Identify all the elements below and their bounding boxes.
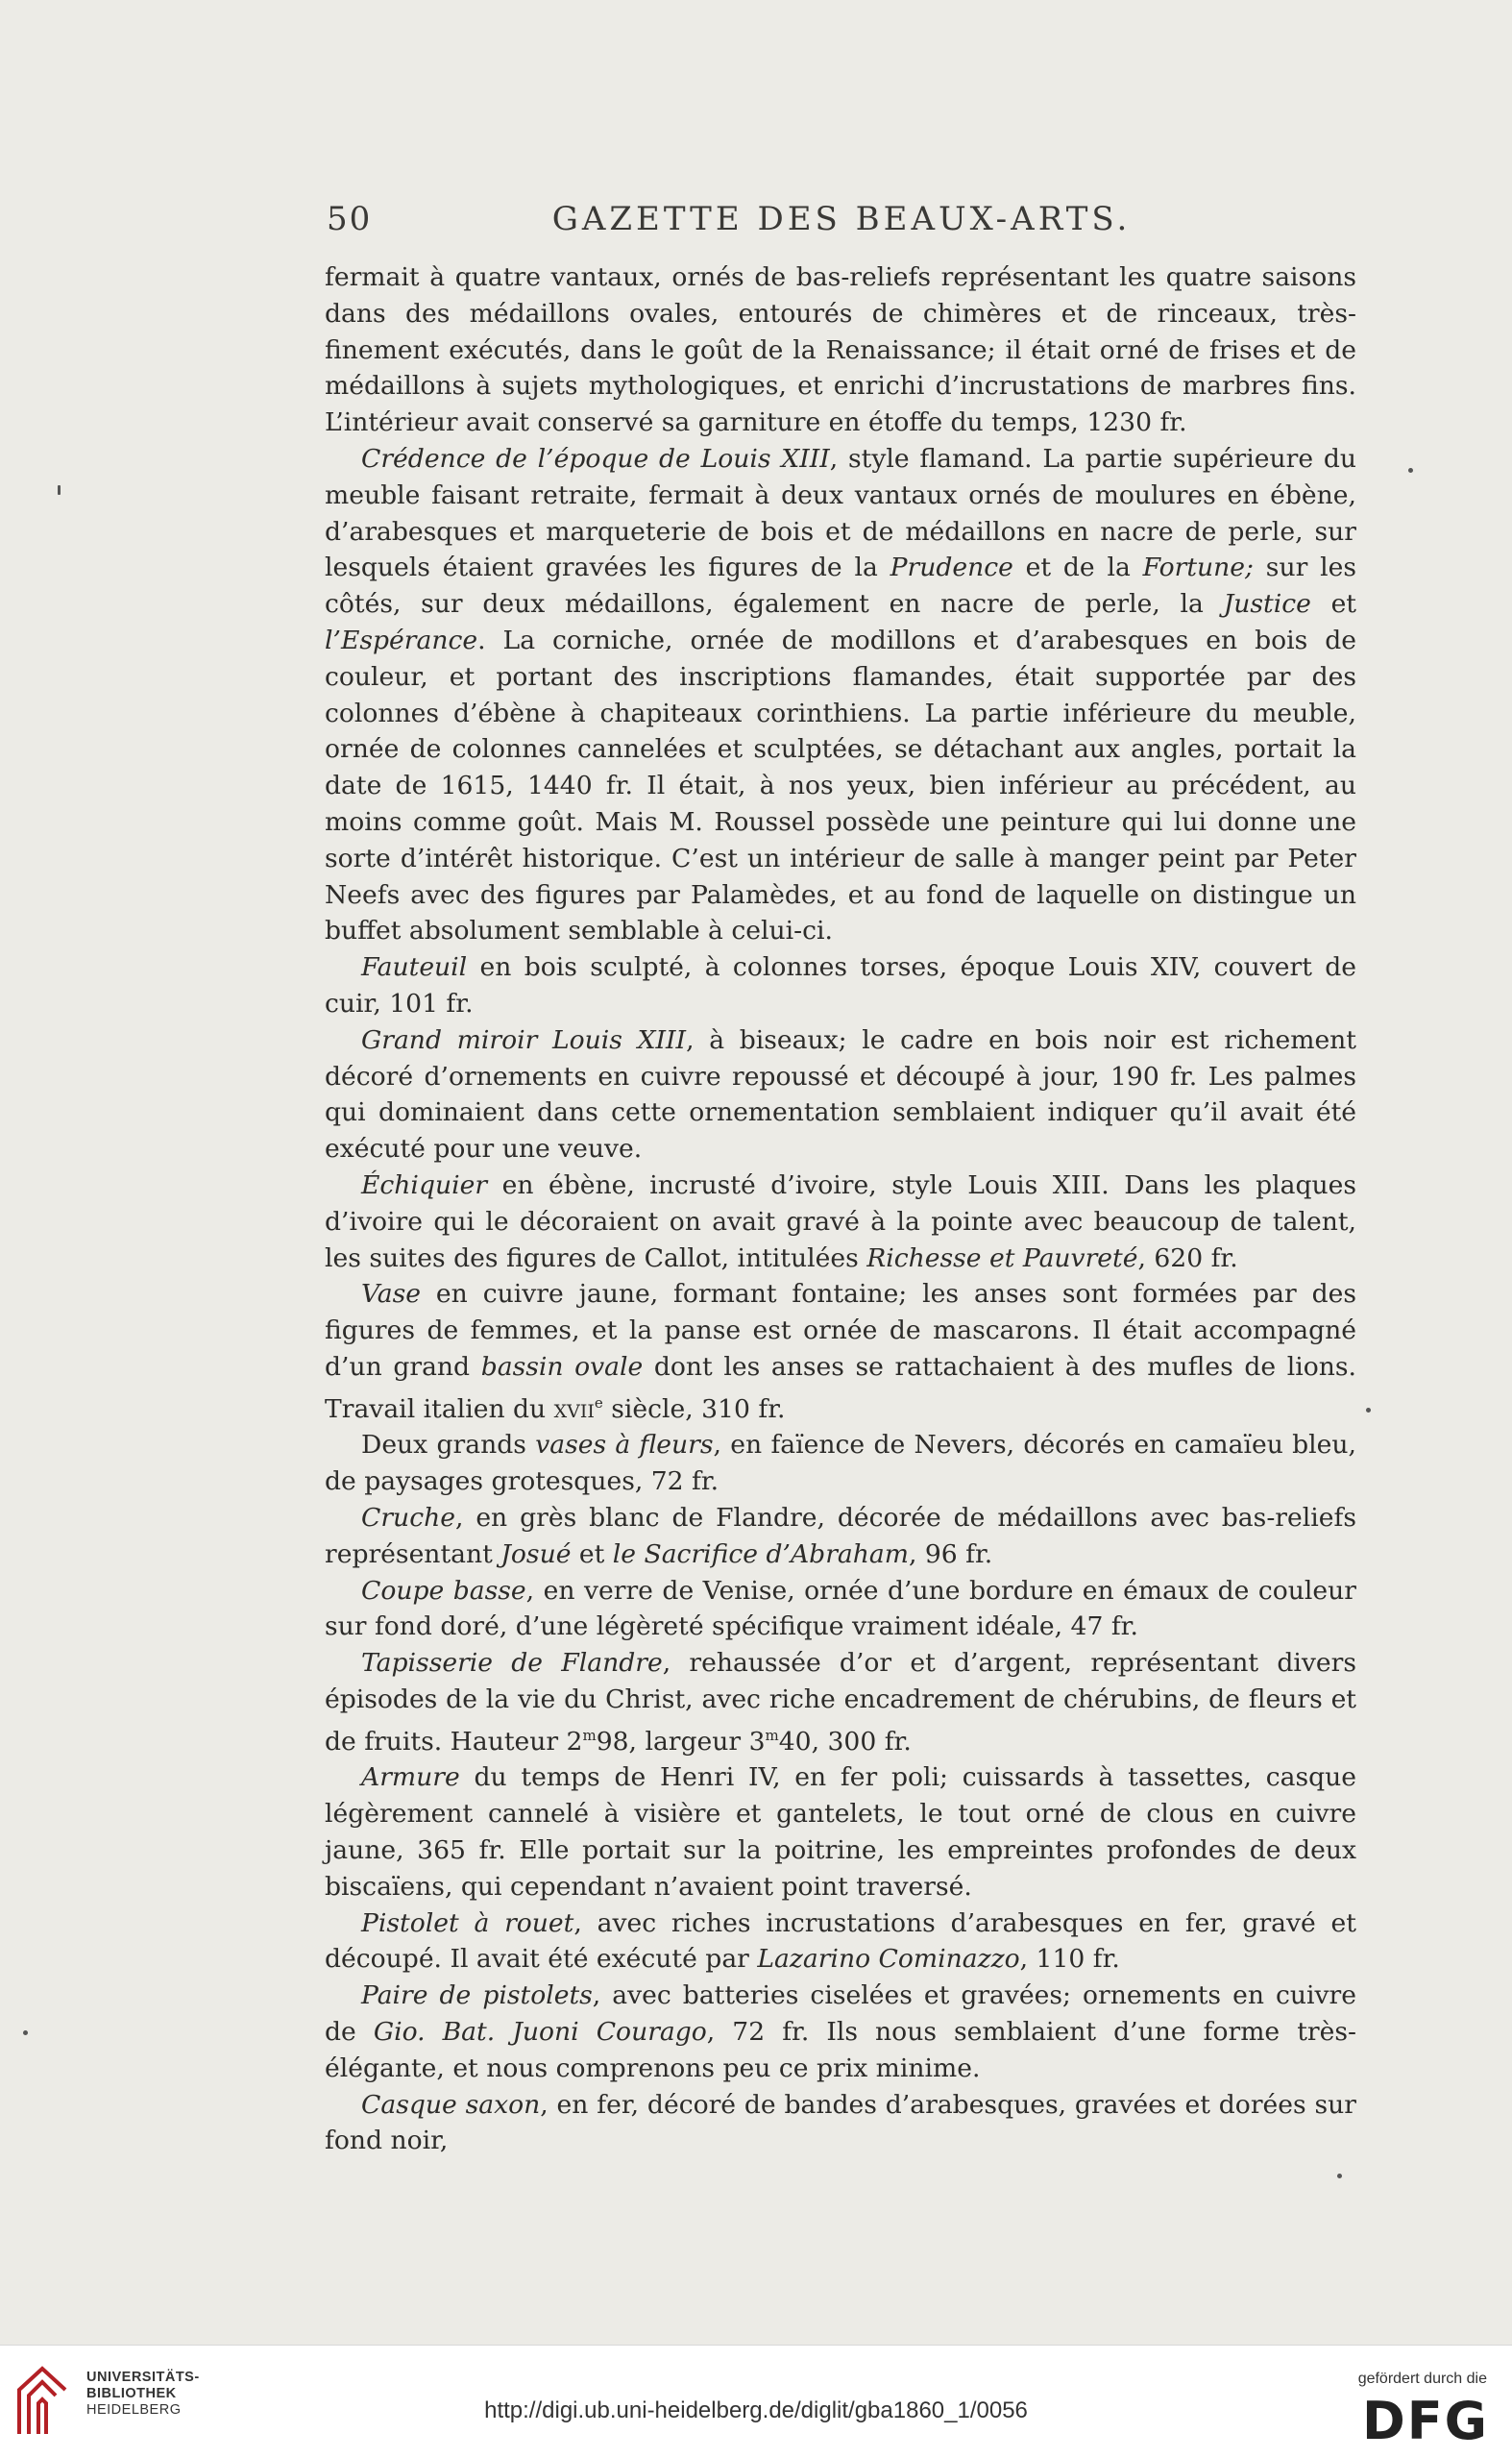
paragraph: Vase en cuivre jaune, formant fontaine; les anses sont formées par des figures de femmes, et la panse est ornée de mascarons. Il était accompagné d’un grand bassin ovale dont les anses se rattachaient à des mufles de lions. Travail italien du xvii$^e$ siècle, 310 fr. bbox=[325, 1279, 1356, 1424]
article-body bbox=[325, 259, 1356, 2159]
paragraph: Pistolet à rouet, avec riches incrustations d’arabesques en fer, gravé et découpé. Il avait été exécuté par Lazarino Cominazzo, 110 fr. bbox=[325, 1907, 1356, 1975]
scan-speck bbox=[1366, 1408, 1371, 1413]
scan-speck bbox=[1337, 2174, 1342, 2178]
scan-speck bbox=[23, 2030, 28, 2035]
journal-title: GAZETTE DES BEAUX-ARTS. bbox=[551, 200, 1132, 238]
paragraph: Deux grands vases à fleurs, en faïence de Nevers, décorés en camaïeu bleu, de paysages grotesques, 72 fr. bbox=[325, 1430, 1356, 1497]
permalink-url[interactable]: http://digi.ub.uni-heidelberg.de/diglit/gba1860_1/0056 bbox=[484, 2397, 1028, 2423]
paragraph: Cruche, en grès blanc de Flandre, décorée de médaillons avec bas-reliefs représentant Josué et le Sacrifice d’Abraham, 96 fr. bbox=[325, 1502, 1356, 1569]
page-number: 50 bbox=[327, 200, 373, 238]
paragraph: Crédence de l’époque de Louis XIII, style flamand. La partie supérieure du meuble faisant retraite, fermait à deux vantaux ornés de moulures en ébène, d’arabesques et marqueterie de bois et de médaillons en nacre de perle, sur lesquels étaient gravées les figures de la Prudence et de la Fortune; sur les côtés, sur deux médaillons, également en nacre de perle, la Justice et l’Espérance. La corniche, ornée de modillons et d’arabesques en bois de couleur, et portant des inscriptions flamandes, était supportée par des colonnes d’ébène à chapiteaux corinthiens. La partie inférieure du meuble, ornée de colonnes cannelées et sculptées, se détachant aux angles, portait la date de 1615, 1440 fr. Il était, à nos yeux, bien inférieur au précédent, au moins comme goût. Mais M. Roussel possède une peinture qui lui donne une sorte d’intérêt historique. C’est un intérieur de salle à manger peint par Peter Neefs avec des figures par Palamèdes, et au fond de laquelle on distingue un buffet absolument semblable à celui-ci. bbox=[325, 443, 1356, 946]
paragraph: Échiquier en ébène, incrusté d’ivoire, style Louis XIII. Dans les plaques d’ivoire qui le décoraient on avait gravé à la pointe avec beaucoup de talent, les suites des figures de Callot, intitulées Richesse et Pauvreté, 620 fr. bbox=[325, 1169, 1356, 1273]
paragraph: Armure du temps de Henri IV, en fer poli; cuissards à tassettes, casque légèrement cannelé à visière et gantelets, le tout orné de clous en cuivre jaune, 365 fr. Elle portait sur la poitrine, les empreintes profondes de deux biscaïens, qui cependant n’avaient point traversé. bbox=[325, 1762, 1356, 1902]
paragraph: Fauteuil en bois sculpté, à colonnes torses, époque Louis XIV, couvert de cuir, 101 fr. bbox=[325, 952, 1356, 1019]
paragraph: Grand miroir Louis XIII, à biseaux; le cadre en bois noir est richement décoré d’ornements en cuivre repoussé et découpé à jour, 190 fr. Les palmes qui dominaient dans cette ornementation semblaient indiquer qu’il avait été exécuté pour une veuve. bbox=[325, 1024, 1356, 1165]
scan-speck bbox=[58, 485, 61, 495]
funding-caption: gefördert durch die bbox=[1357, 2371, 1487, 2387]
paragraph: Paire de pistolets, avec batteries ciselées et gravées; ornements en cuivre de Gio. Bat. Juoni Courago, 72 fr. Ils nous semblaient d’une forme très-élégante, et nous comprenons peu ce prix minime. bbox=[325, 1980, 1356, 2083]
digitization-footer bbox=[0, 2345, 1512, 2458]
running-header bbox=[327, 200, 1356, 242]
paragraph: Tapisserie de Flandre, rehaussée d’or et d’argent, représentant divers épisodes de la vie du Christ, avec riche encadrement de chérubins, de fleurs et de fruits. Hauteur 2$^m$98, largeur 3$^m$40, 300 fr. bbox=[325, 1648, 1356, 1757]
dfg-logo-icon[interactable]: DFG bbox=[1361, 2391, 1489, 2451]
university-library-name[interactable]: UNIVERSITÄTS- BIBLIOTHEK HEIDELBERG bbox=[86, 2370, 200, 2418]
scan-speck bbox=[1408, 468, 1413, 473]
paragraph: fermait à quatre vantaux, ornés de bas-reliefs représentant les quatre saisons dans des médaillons ovales, entourés de chimères et de rinceaux, très-finement exécutés, dans le goût de la Renaissance; il était orné de frises et de médaillons à sujets mythologiques, et enrichi d’incrustations de marbres fins. L’intérieur avait conservé sa garniture en étoffe du temps, 1230 fr. bbox=[325, 262, 1356, 438]
paragraph: Casque saxon, en fer, décoré de bandes d’arabesques, gravées et dorées sur fond noir, bbox=[325, 2089, 1356, 2156]
paragraph: Coupe basse, en verre de Venise, ornée d’une bordure en émaux de couleur sur fond doré, d’une légèreté spécifique vraiment idéale, 47 fr. bbox=[325, 1575, 1356, 1642]
